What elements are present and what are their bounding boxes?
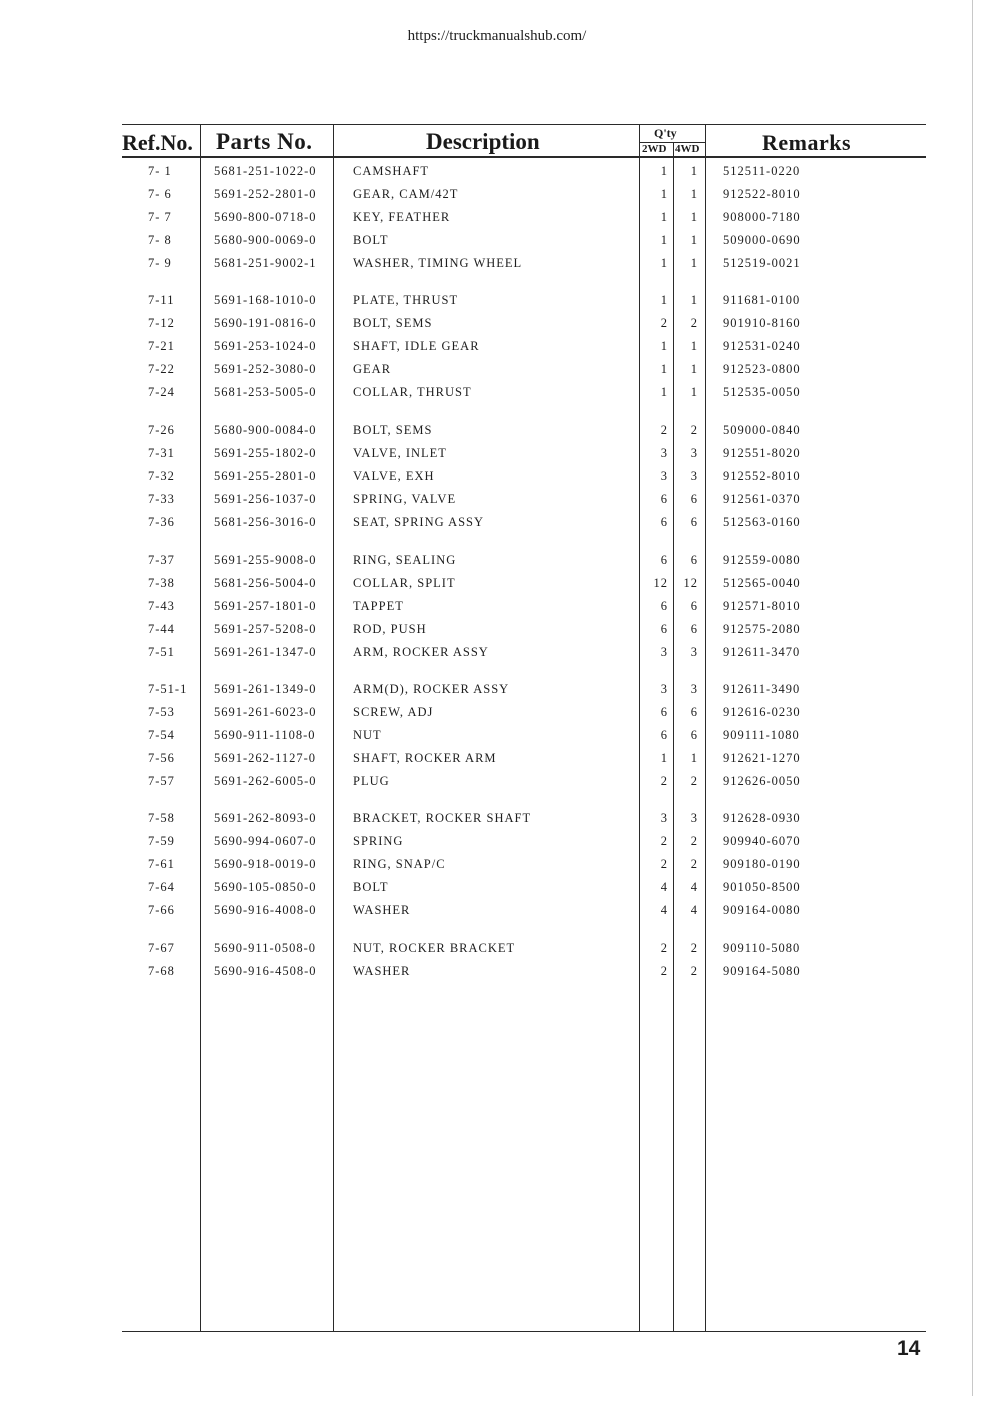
ref-no-cell: 7-22 — [148, 362, 175, 376]
ref-no-cell: 7-37 — [148, 553, 175, 567]
ref-no-cell: 7-43 — [148, 599, 175, 613]
description-cell: RING, SEALING — [353, 553, 457, 567]
page-number: 14 — [897, 1337, 921, 1360]
table-row — [0, 964, 994, 982]
remarks-cell: 911681-0100 — [723, 293, 801, 307]
parts-no-cell: 5681-253-5005-0 — [214, 385, 317, 399]
table-row — [0, 210, 994, 228]
remarks-cell: 908000-7180 — [723, 210, 801, 224]
table-row — [0, 751, 994, 769]
parts-no-cell: 5681-251-1022-0 — [214, 164, 317, 178]
remarks-cell: 909111-1080 — [723, 728, 800, 742]
qty-2wd-cell: 6 — [660, 599, 668, 613]
ref-no-cell: 7- 6 — [148, 187, 172, 201]
table-row — [0, 645, 994, 663]
ref-no-cell: 7-51-1 — [148, 682, 188, 696]
qty-4wd-cell: 2 — [690, 857, 698, 871]
table-row — [0, 774, 994, 792]
table-row — [0, 316, 994, 334]
table-row — [0, 293, 994, 311]
ref-no-cell: 7-66 — [148, 903, 175, 917]
remarks-cell: 909940-6070 — [723, 834, 801, 848]
ref-no-cell: 7-31 — [148, 446, 175, 460]
remarks-cell: 512565-0040 — [723, 576, 801, 590]
ref-no-cell: 7-51 — [148, 645, 175, 659]
table-row — [0, 362, 994, 380]
parts-no-cell: 5691-253-1024-0 — [214, 339, 317, 353]
parts-no-cell: 5691-262-8093-0 — [214, 811, 317, 825]
description-cell: GEAR — [353, 362, 392, 376]
parts-no-cell: 5691-256-1037-0 — [214, 492, 317, 506]
header-qty: Q'ty — [654, 126, 677, 140]
table-row — [0, 857, 994, 875]
remarks-cell: 912559-0080 — [723, 553, 801, 567]
table-row — [0, 446, 994, 464]
table-row — [0, 423, 994, 441]
qty-4wd-cell: 2 — [690, 774, 698, 788]
description-cell: WASHER, TIMING WHEEL — [353, 256, 523, 270]
parts-no-cell: 5690-105-0850-0 — [214, 880, 317, 894]
remarks-cell: 912571-8010 — [723, 599, 801, 613]
description-cell: BOLT — [353, 880, 389, 894]
qty-4wd-cell: 3 — [690, 811, 698, 825]
ref-no-cell: 7-64 — [148, 880, 175, 894]
remarks-cell: 901050-8500 — [723, 880, 801, 894]
qty-4wd-cell: 2 — [690, 964, 698, 978]
qty-2wd-cell: 6 — [660, 728, 668, 742]
remarks-cell: 509000-0690 — [723, 233, 801, 247]
qty-4wd-cell: 1 — [690, 210, 698, 224]
remarks-cell: 512511-0220 — [723, 164, 801, 178]
table-row — [0, 256, 994, 274]
table-row — [0, 834, 994, 852]
qty-4wd-cell: 6 — [690, 728, 698, 742]
table-row — [0, 164, 994, 182]
description-cell: ARM(D), ROCKER ASSY — [353, 682, 510, 696]
qty-4wd-cell: 3 — [690, 645, 698, 659]
qty-4wd-cell: 6 — [690, 622, 698, 636]
table-row — [0, 339, 994, 357]
remarks-cell: 909164-5080 — [723, 964, 801, 978]
header-qty-4wd: 4WD — [675, 143, 700, 155]
description-cell: GEAR, CAM/42T — [353, 187, 459, 201]
parts-no-cell: 5691-261-1347-0 — [214, 645, 317, 659]
description-cell: BRACKET, ROCKER SHAFT — [353, 811, 532, 825]
ref-no-cell: 7- 1 — [148, 164, 172, 178]
parts-no-cell: 5690-911-0508-0 — [214, 941, 317, 955]
ref-no-cell: 7-68 — [148, 964, 175, 978]
ref-no-cell: 7-26 — [148, 423, 175, 437]
qty-2wd-cell: 1 — [660, 339, 668, 353]
header-parts-no: Parts No. — [216, 129, 313, 154]
table-row — [0, 553, 994, 571]
description-cell: WASHER — [353, 903, 411, 917]
remarks-cell: 912531-0240 — [723, 339, 801, 353]
qty-2wd-cell: 2 — [660, 774, 668, 788]
ref-no-cell: 7-54 — [148, 728, 175, 742]
qty-2wd-cell: 3 — [660, 469, 668, 483]
parts-no-cell: 5691-257-5208-0 — [214, 622, 317, 636]
ref-no-cell: 7-33 — [148, 492, 175, 506]
table-row — [0, 705, 994, 723]
parts-no-cell: 5691-255-9008-0 — [214, 553, 317, 567]
parts-no-cell: 5691-257-1801-0 — [214, 599, 317, 613]
description-cell: BOLT — [353, 233, 389, 247]
qty-4wd-cell: 2 — [690, 423, 698, 437]
description-cell: RING, SNAP/C — [353, 857, 446, 871]
header-description: Description — [426, 129, 540, 154]
description-cell: WASHER — [353, 964, 411, 978]
remarks-cell: 912522-8010 — [723, 187, 801, 201]
qty-2wd-cell: 6 — [660, 492, 668, 506]
qty-4wd-cell: 1 — [690, 751, 698, 765]
ref-no-cell: 7-44 — [148, 622, 175, 636]
parts-no-cell: 5691-261-6023-0 — [214, 705, 317, 719]
qty-2wd-cell: 1 — [660, 385, 668, 399]
qty-4wd-cell: 4 — [690, 880, 698, 894]
remarks-cell: 909110-5080 — [723, 941, 801, 955]
qty-2wd-cell: 3 — [660, 446, 668, 460]
remarks-cell: 912621-1270 — [723, 751, 801, 765]
qty-2wd-cell: 2 — [660, 834, 668, 848]
description-cell: PLATE, THRUST — [353, 293, 459, 307]
parts-no-cell: 5691-252-2801-0 — [214, 187, 317, 201]
table-row — [0, 385, 994, 403]
header-qty-2wd: 2WD — [642, 143, 667, 155]
table-row — [0, 682, 994, 700]
ref-no-cell: 7- 8 — [148, 233, 172, 247]
qty-4wd-cell: 6 — [690, 515, 698, 529]
ref-no-cell: 7-36 — [148, 515, 175, 529]
remarks-cell: 912561-0370 — [723, 492, 801, 506]
description-cell: ARM, ROCKER ASSY — [353, 645, 489, 659]
parts-no-cell: 5690-918-0019-0 — [214, 857, 317, 871]
table-row — [0, 880, 994, 898]
remarks-cell: 912626-0050 — [723, 774, 801, 788]
description-cell: TAPPET — [353, 599, 404, 613]
parts-no-cell: 5690-800-0718-0 — [214, 210, 317, 224]
table-row — [0, 469, 994, 487]
description-cell: BOLT, SEMS — [353, 316, 433, 330]
remarks-cell: 912628-0930 — [723, 811, 801, 825]
remarks-cell: 912575-2080 — [723, 622, 801, 636]
qty-2wd-cell: 1 — [660, 187, 668, 201]
parts-no-cell: 5690-994-0607-0 — [214, 834, 317, 848]
description-cell: KEY, FEATHER — [353, 210, 451, 224]
ref-no-cell: 7-12 — [148, 316, 175, 330]
parts-no-cell: 5680-900-0084-0 — [214, 423, 317, 437]
ref-no-cell: 7-61 — [148, 857, 175, 871]
qty-4wd-cell: 1 — [690, 385, 698, 399]
table-row — [0, 811, 994, 829]
qty-2wd-cell: 4 — [660, 903, 668, 917]
remarks-cell: 912552-8010 — [723, 469, 801, 483]
description-cell: VALVE, EXH — [353, 469, 435, 483]
qty-2wd-cell: 6 — [660, 515, 668, 529]
source-url[interactable]: https://truckmanualshub.com/ — [407, 28, 587, 44]
parts-no-cell: 5681-251-9002-1 — [214, 256, 317, 270]
ref-no-cell: 7-32 — [148, 469, 175, 483]
description-cell: NUT, ROCKER BRACKET — [353, 941, 516, 955]
qty-2wd-cell: 1 — [660, 164, 668, 178]
header-ref-no: Ref.No. — [122, 130, 193, 155]
remarks-cell: 512563-0160 — [723, 515, 801, 529]
remarks-cell: 512535-0050 — [723, 385, 801, 399]
qty-2wd-cell: 1 — [660, 362, 668, 376]
qty-2wd-cell: 1 — [660, 210, 668, 224]
parts-no-cell: 5691-255-1802-0 — [214, 446, 317, 460]
qty-2wd-cell: 6 — [660, 705, 668, 719]
qty-4wd-cell: 1 — [690, 362, 698, 376]
table-row — [0, 233, 994, 251]
description-cell: SCREW, ADJ — [353, 705, 434, 719]
ref-no-cell: 7-59 — [148, 834, 175, 848]
description-cell: SHAFT, IDLE GEAR — [353, 339, 480, 353]
qty-2wd-cell: 6 — [660, 553, 668, 567]
ref-no-cell: 7-53 — [148, 705, 175, 719]
parts-no-cell: 5680-900-0069-0 — [214, 233, 317, 247]
description-cell: SHAFT, ROCKER ARM — [353, 751, 497, 765]
description-cell: CAMSHAFT — [353, 164, 430, 178]
table-row — [0, 622, 994, 640]
qty-2wd-cell: 2 — [660, 316, 668, 330]
ref-no-cell: 7-57 — [148, 774, 175, 788]
qty-2wd-cell: 1 — [660, 256, 668, 270]
qty-2wd-cell: 2 — [660, 964, 668, 978]
qty-4wd-cell: 4 — [690, 903, 698, 917]
table-row — [0, 576, 994, 594]
description-cell: COLLAR, THRUST — [353, 385, 472, 399]
description-cell: VALVE, INLET — [353, 446, 447, 460]
remarks-cell: 509000-0840 — [723, 423, 801, 437]
description-cell: PLUG — [353, 774, 390, 788]
qty-4wd-cell: 3 — [690, 469, 698, 483]
qty-2wd-cell: 3 — [660, 811, 668, 825]
table-row — [0, 187, 994, 205]
description-cell: COLLAR, SPLIT — [353, 576, 456, 590]
qty-2wd-cell: 2 — [660, 857, 668, 871]
ref-no-cell: 7-24 — [148, 385, 175, 399]
table-bottom-rule — [122, 1331, 926, 1332]
remarks-cell: 512519-0021 — [723, 256, 801, 270]
remarks-cell: 912616-0230 — [723, 705, 801, 719]
qty-2wd-cell: 1 — [660, 293, 668, 307]
parts-no-cell: 5691-262-1127-0 — [214, 751, 317, 765]
qty-2wd-cell: 3 — [660, 682, 668, 696]
qty-4wd-cell: 2 — [690, 834, 698, 848]
ref-no-cell: 7-58 — [148, 811, 175, 825]
qty-2wd-cell: 1 — [660, 233, 668, 247]
parts-no-cell: 5691-262-6005-0 — [214, 774, 317, 788]
remarks-cell: 909164-0080 — [723, 903, 801, 917]
description-cell: SPRING, VALVE — [353, 492, 457, 506]
table-row — [0, 728, 994, 746]
qty-4wd-cell: 1 — [690, 233, 698, 247]
remarks-cell: 909180-0190 — [723, 857, 801, 871]
qty-4wd-cell: 1 — [690, 187, 698, 201]
table-row — [0, 515, 994, 533]
qty-2wd-cell: 6 — [660, 622, 668, 636]
ref-no-cell: 7-21 — [148, 339, 175, 353]
qty-2wd-cell: 4 — [660, 880, 668, 894]
qty-4wd-cell: 6 — [690, 705, 698, 719]
qty-2wd-cell: 3 — [660, 645, 668, 659]
remarks-cell: 912611-3490 — [723, 682, 801, 696]
ref-no-cell: 7- 9 — [148, 256, 172, 270]
ref-no-cell: 7- 7 — [148, 210, 172, 224]
qty-4wd-cell: 12 — [683, 576, 698, 590]
parts-no-cell: 5690-911-1108-0 — [214, 728, 316, 742]
description-cell: ROD, PUSH — [353, 622, 427, 636]
qty-4wd-cell: 3 — [690, 682, 698, 696]
qty-4wd-cell: 2 — [690, 316, 698, 330]
description-cell: BOLT, SEMS — [353, 423, 433, 437]
ref-no-cell: 7-38 — [148, 576, 175, 590]
parts-no-cell: 5681-256-5004-0 — [214, 576, 317, 590]
remarks-cell: 901910-8160 — [723, 316, 801, 330]
table-top-rule — [122, 124, 926, 125]
parts-no-cell: 5681-256-3016-0 — [214, 515, 317, 529]
table-row — [0, 903, 994, 921]
qty-2wd-cell: 2 — [660, 941, 668, 955]
parts-no-cell: 5691-255-2801-0 — [214, 469, 317, 483]
qty-4wd-cell: 1 — [690, 256, 698, 270]
header-remarks: Remarks — [762, 130, 852, 155]
parts-no-cell: 5691-261-1349-0 — [214, 682, 317, 696]
parts-no-cell: 5691-252-3080-0 — [214, 362, 317, 376]
description-cell: SPRING — [353, 834, 404, 848]
parts-no-cell: 5690-916-4008-0 — [214, 903, 317, 917]
remarks-cell: 912551-8020 — [723, 446, 801, 460]
parts-no-cell: 5691-168-1010-0 — [214, 293, 317, 307]
qty-4wd-cell: 1 — [690, 339, 698, 353]
ref-no-cell: 7-67 — [148, 941, 175, 955]
remarks-cell: 912523-0800 — [723, 362, 801, 376]
qty-4wd-cell: 6 — [690, 492, 698, 506]
table-row — [0, 492, 994, 510]
table-row — [0, 599, 994, 617]
qty-2wd-cell: 1 — [660, 751, 668, 765]
parts-no-cell: 5690-191-0816-0 — [214, 316, 317, 330]
ref-no-cell: 7-11 — [148, 293, 175, 307]
table-row — [0, 941, 994, 959]
ref-no-cell: 7-56 — [148, 751, 175, 765]
table-header-rule — [122, 156, 926, 158]
parts-no-cell: 5690-916-4508-0 — [214, 964, 317, 978]
qty-4wd-cell: 1 — [690, 164, 698, 178]
qty-4wd-cell: 3 — [690, 446, 698, 460]
qty-4wd-cell: 6 — [690, 553, 698, 567]
description-cell: NUT — [353, 728, 382, 742]
description-cell: SEAT, SPRING ASSY — [353, 515, 485, 529]
qty-4wd-cell: 1 — [690, 293, 698, 307]
qty-4wd-cell: 2 — [690, 941, 698, 955]
qty-4wd-cell: 6 — [690, 599, 698, 613]
qty-2wd-cell: 2 — [660, 423, 668, 437]
qty-2wd-cell: 12 — [653, 576, 668, 590]
remarks-cell: 912611-3470 — [723, 645, 801, 659]
